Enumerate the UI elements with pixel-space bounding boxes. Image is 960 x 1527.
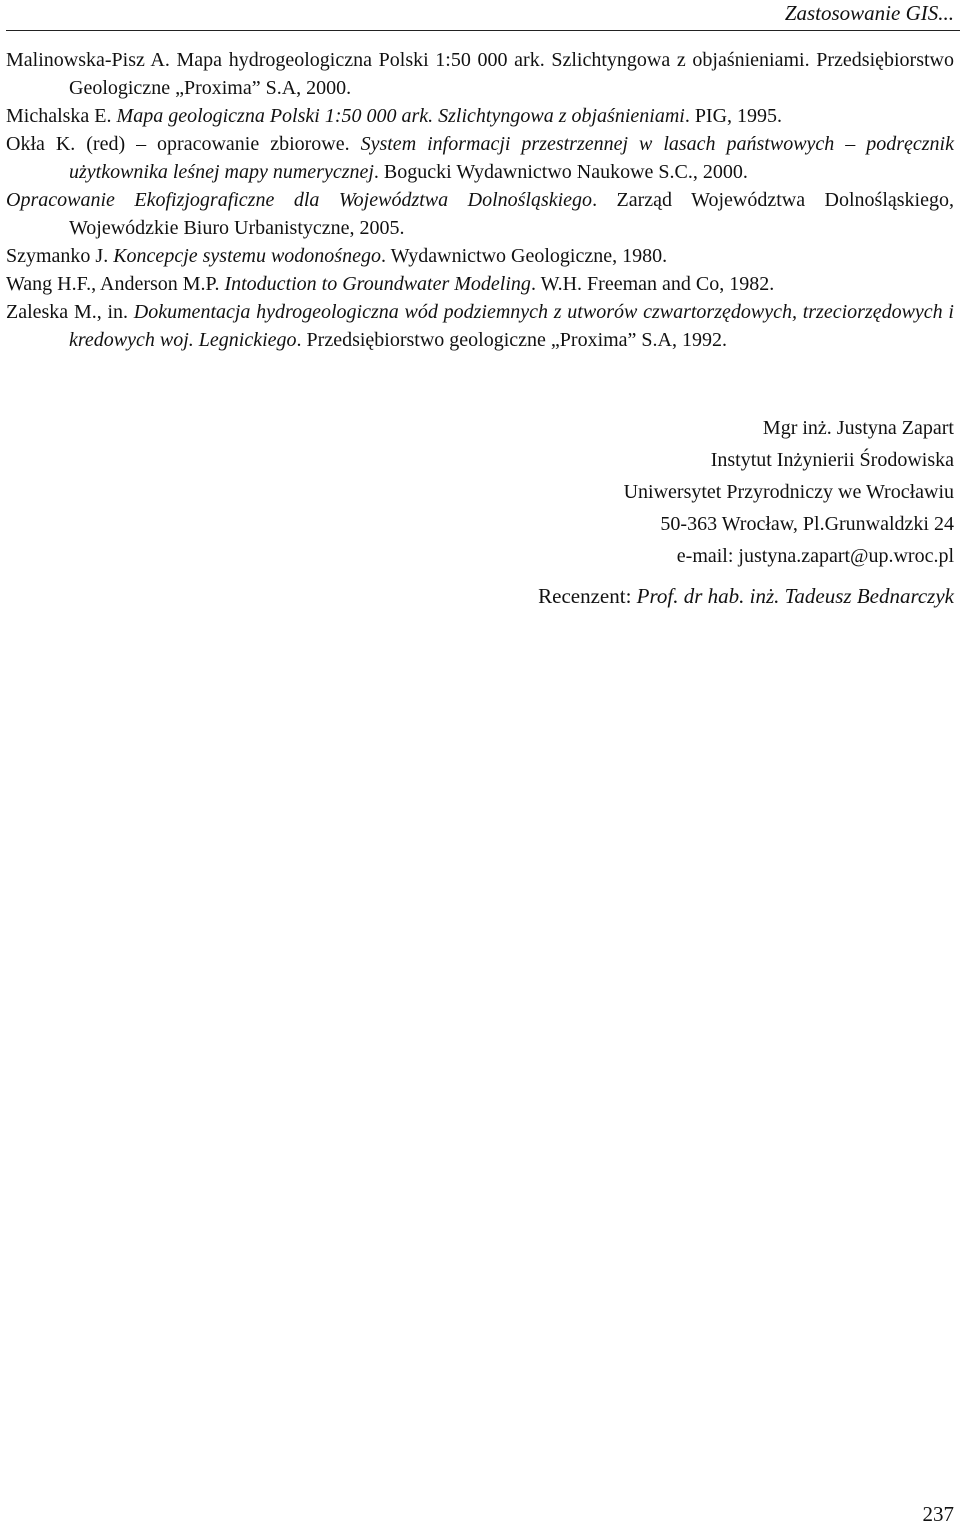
reference-item — [6, 102, 954, 130]
reference-item — [6, 130, 954, 186]
reference-item — [6, 186, 954, 242]
author-email: e-mail: justyna.zapart@up.wroc.pl — [676, 545, 954, 567]
reference-item — [6, 298, 954, 354]
reference-item — [6, 46, 954, 102]
reference-publisher: . W.H. Freeman and Co, 1982. — [530, 273, 775, 295]
reference-author: Okła K. (red) – opracowanie zbiorowe. — [6, 133, 361, 155]
reference-list — [6, 46, 954, 354]
reviewer-label: Recenzent: — [538, 584, 637, 608]
running-header: Zastosowanie GIS... — [784, 1, 954, 25]
reference-item — [6, 242, 954, 270]
reviewer-name: Prof. dr hab. inż. Tadeusz Bednarczyk — [636, 584, 954, 608]
reference-title: Koncepcje systemu wodonośnego — [113, 245, 381, 267]
reference-publisher: . Wydawnictwo Geologiczne, 1980. — [380, 245, 668, 267]
author-block — [624, 412, 954, 572]
reference-text: Malinowska-Pisz A. Mapa hydrogeologiczna Polski 1:50 000 ark. Szlichtyngowa z objaśnieniami. Przedsiębiorstwo Geologiczne „Proxima” S.A, 2000. — [6, 49, 954, 99]
reference-author: Szymanko J. — [6, 245, 114, 267]
reference-author: Wang H.F., Anderson M.P. — [6, 273, 225, 295]
reference-item — [6, 270, 954, 298]
reference-author: Zaleska M., in. — [6, 301, 134, 323]
reference-publisher: . Przedsiębiorstwo geologiczne „Proxima” S.A, 1992. — [296, 329, 727, 351]
author-name: Mgr inż. Justyna Zapart — [762, 417, 954, 439]
reference-publisher: . Zarząd Województwa Dolnośląskiego, Wojewódzkie Biuro Urbanistyczne, 2005. — [69, 189, 954, 239]
reference-title: Intoduction to Groundwater Modeling — [224, 273, 531, 295]
reference-publisher: . PIG, 1995. — [684, 105, 783, 127]
page-number: 237 — [922, 1502, 954, 1526]
reference-title: Dokumentacja hydrogeologiczna wód podziemnych z utworów czwartorzędowych, trzeciorzędowych i kredowych woj. Legnickiego — [69, 301, 954, 351]
author-institute: Instytut Inżynierii Środowiska — [710, 449, 954, 471]
reviewer-line — [538, 582, 954, 610]
reference-author: Michalska E. — [6, 105, 117, 127]
author-university: Uniwersytet Przyrodniczy we Wrocławiu — [623, 481, 954, 503]
reference-title: System informacji przestrzennej w lasach państwowych – podręcznik użytkownika leśnej mapy numerycznej — [69, 133, 954, 183]
reference-publisher: . Bogucki Wydawnictwo Naukowe S.C., 2000. — [373, 161, 748, 183]
header-rule — [6, 30, 960, 31]
reference-title: Mapa geologiczna Polski 1:50 000 ark. Szlichtyngowa z objaśnieniami — [116, 105, 685, 127]
author-address: 50-363 Wrocław, Pl.Grunwaldzki 24 — [660, 513, 954, 535]
reference-title: Opracowanie Ekofizjograficzne dla Województwa Dolnośląskiego — [6, 189, 593, 211]
